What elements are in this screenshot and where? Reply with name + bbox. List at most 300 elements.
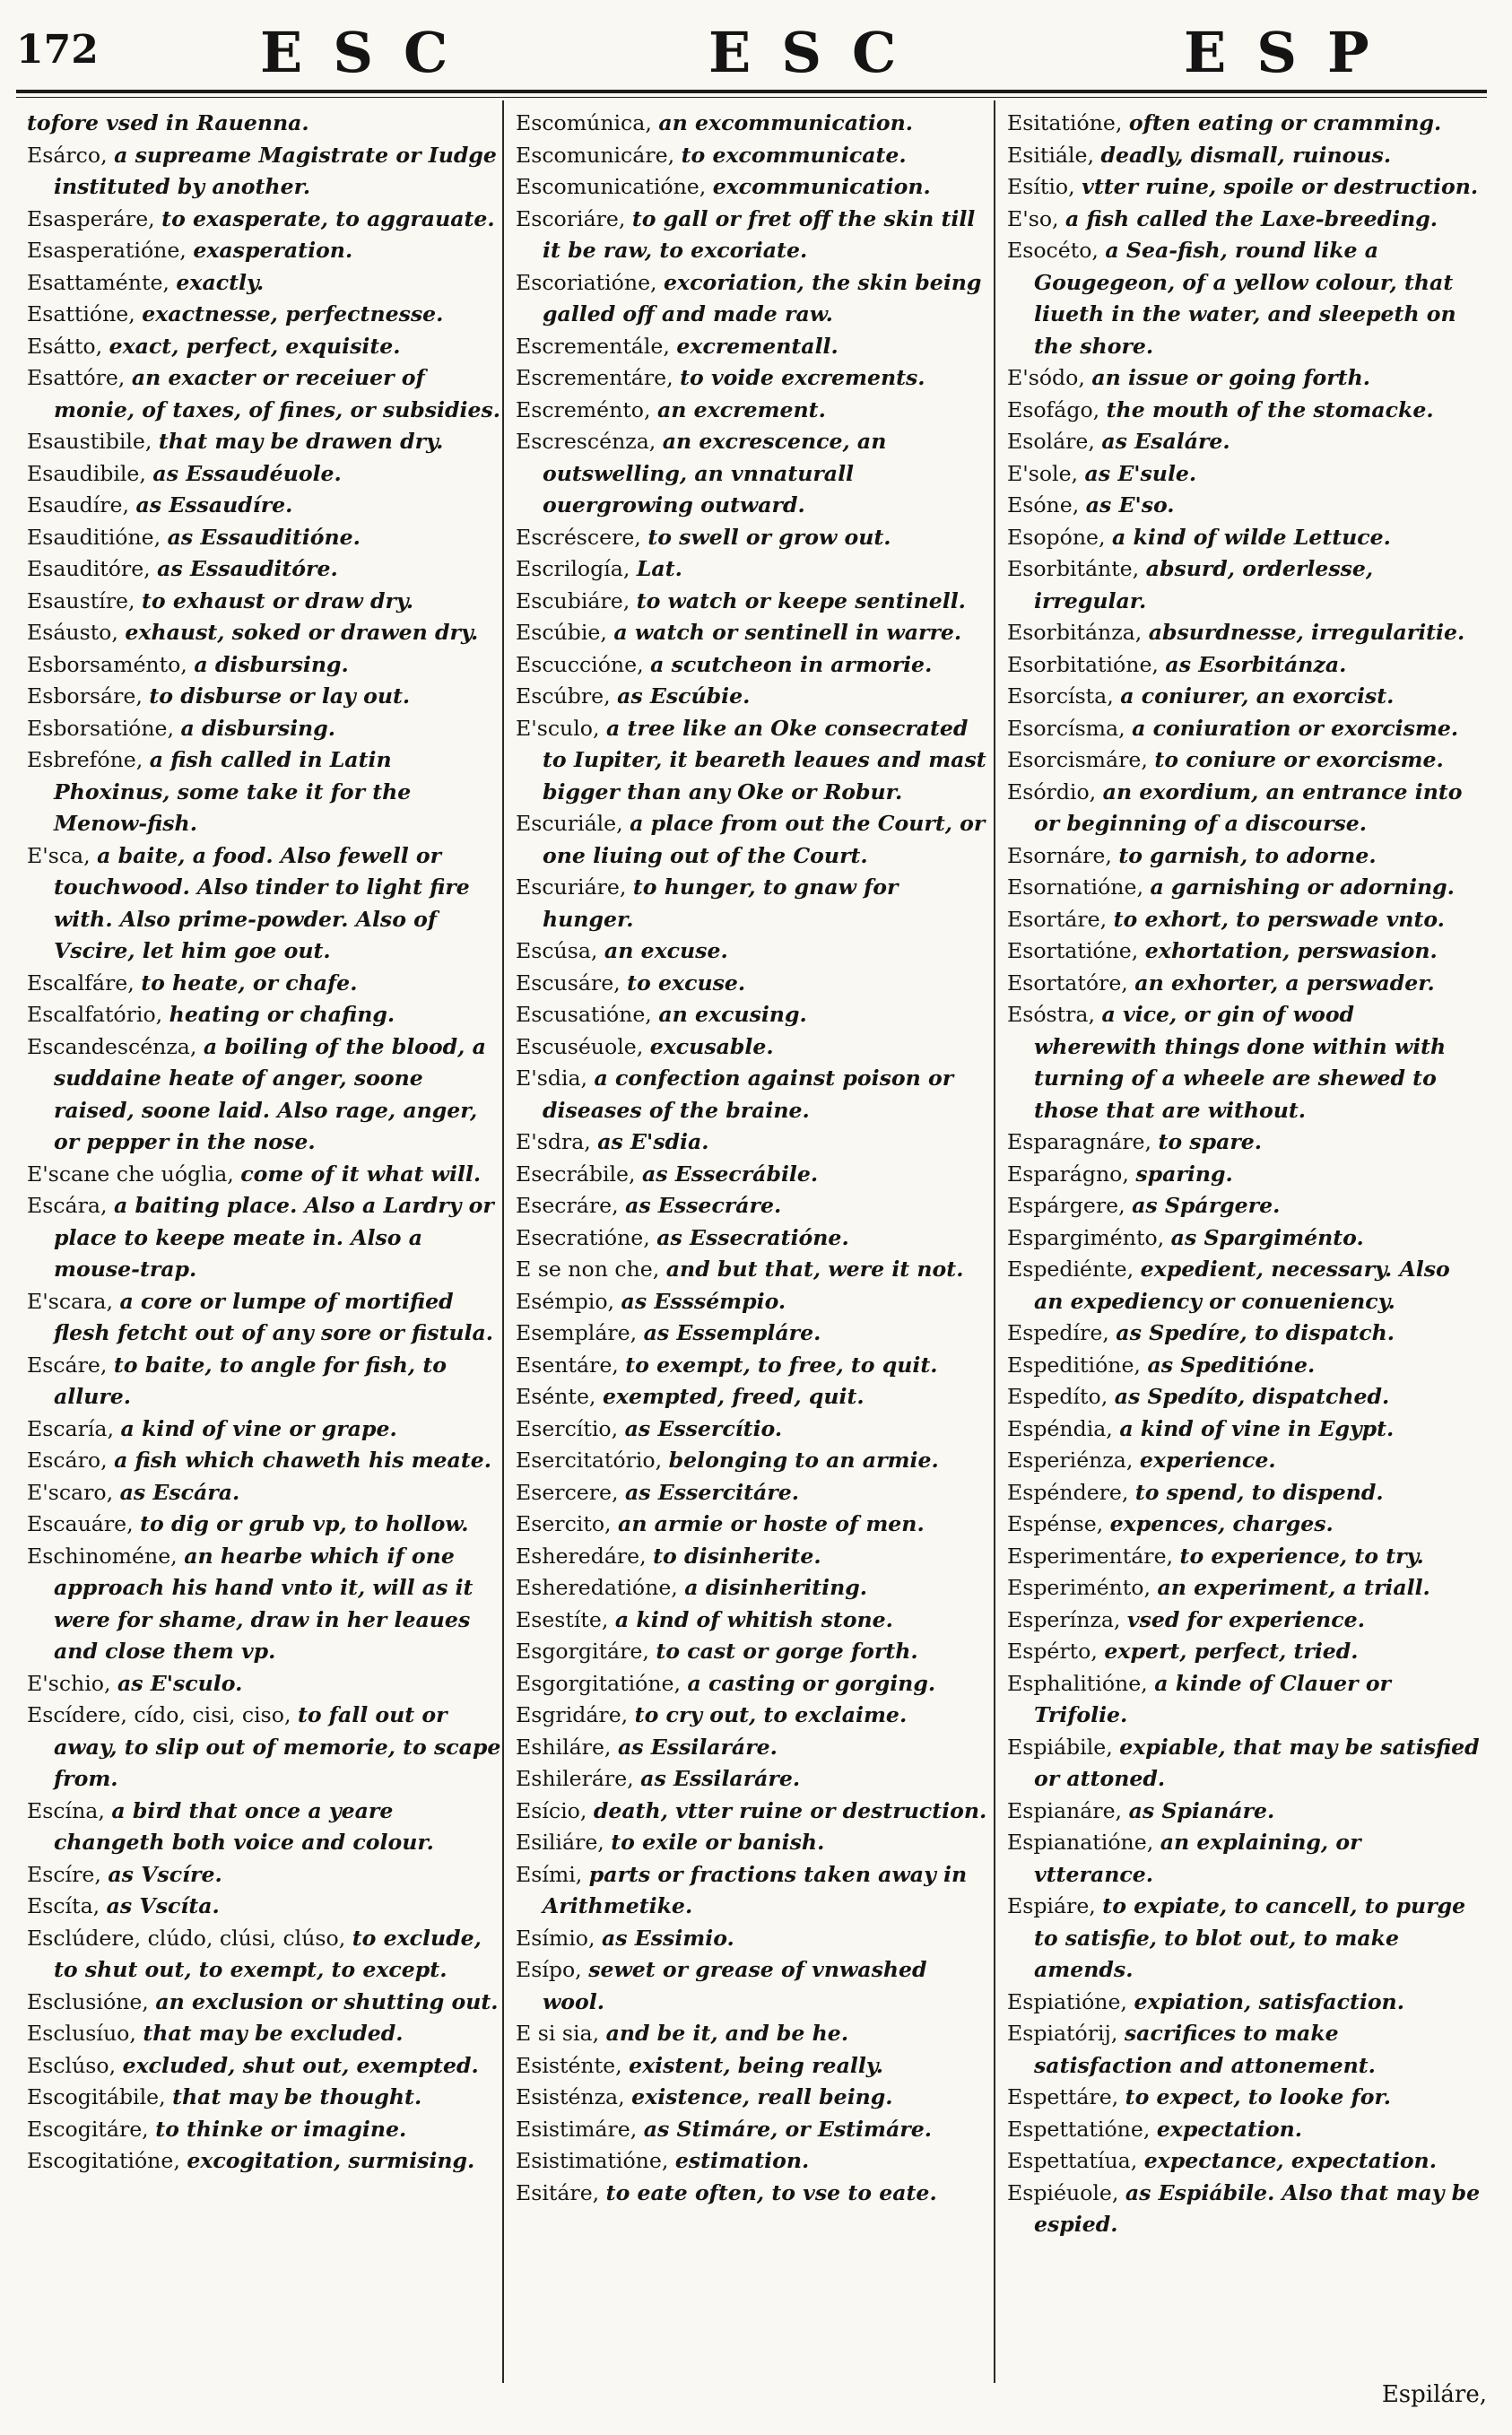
dictionary-entry	[516, 649, 991, 682]
definition: belonging to an armie.	[668, 1448, 939, 1473]
definition: to swell or grow out.	[647, 524, 891, 550]
headword: Escrilogía,	[516, 556, 630, 581]
definition: expert, perfect, tried.	[1104, 1639, 1359, 1664]
dictionary-entry	[516, 395, 991, 427]
headword: Esecratióne,	[516, 1224, 650, 1250]
definition: as Spedíre, to dispatch.	[1116, 1320, 1395, 1345]
definition: exasperation.	[193, 238, 353, 263]
definition: to thinke or imagine.	[155, 2116, 407, 2142]
headword: Esparágno,	[1007, 1161, 1129, 1187]
definition: to expect, to looke for.	[1125, 2084, 1392, 2109]
definition: as Spedíto, dispatched.	[1114, 1384, 1390, 1409]
dictionary-entry	[1007, 1891, 1482, 1987]
definition: come of it what will.	[240, 1161, 482, 1187]
dictionary-entry	[1007, 840, 1482, 873]
dictionary-entry	[1007, 2114, 1482, 2146]
dictionary-entry	[27, 1923, 502, 1987]
dictionary-entry	[27, 458, 502, 491]
definition: as E'sule.	[1084, 460, 1197, 486]
headword: Esaudíre,	[27, 492, 129, 517]
headword: Espettatíua,	[1007, 2148, 1138, 2173]
headword: Escrescénza,	[516, 429, 656, 454]
headword: Escusatióne,	[516, 1002, 652, 1027]
definition: to disburse or lay out.	[149, 683, 411, 709]
definition: a place from out the Court, or one liuing out of the Court.	[543, 811, 986, 868]
definition: an explaining, or vtterance.	[1034, 1830, 1361, 1887]
dictionary-entry	[1007, 2178, 1482, 2241]
dictionary-entry	[516, 1190, 991, 1222]
headword: E'sdra,	[516, 1129, 591, 1154]
headword: Esercere,	[516, 1479, 619, 1505]
headword: Esitáre,	[516, 2179, 600, 2205]
headword: Esáusto,	[27, 620, 118, 645]
headword: Esorbitánza,	[1007, 620, 1143, 645]
dictionary-entry	[1007, 1509, 1482, 1541]
dictionary-entry	[516, 1636, 991, 1668]
definition: sparing.	[1135, 1161, 1233, 1187]
definition: to heate, or chafe.	[141, 970, 358, 996]
headword: Escomunicatióne,	[516, 174, 707, 199]
dictionary-entry	[1007, 713, 1482, 745]
header-rule	[16, 90, 1487, 93]
dictionary-entry	[516, 204, 991, 267]
definition: absurd, orderlesse, irregular.	[1034, 556, 1374, 613]
headword: Esofágo,	[1007, 396, 1100, 422]
dictionary-entry	[516, 331, 991, 363]
headword: Escuccióne,	[516, 651, 644, 677]
headword: Esoláre,	[1007, 429, 1095, 454]
headword: Escréscere,	[516, 524, 641, 550]
dictionary-entry	[27, 1031, 502, 1159]
dictionary-entry	[27, 1668, 502, 1700]
definition: excrementall.	[676, 333, 839, 359]
headword: Esbrefóne,	[27, 747, 143, 772]
dictionary-entry	[1007, 1732, 1482, 1796]
running-head-left: ESC	[260, 20, 479, 85]
definition: as Esorbitánza.	[1165, 651, 1347, 677]
definition: to excommunicate.	[681, 142, 907, 168]
definition: an experiment, a triall.	[1157, 1575, 1430, 1600]
headword: Escoriáre,	[516, 205, 626, 231]
definition: to spare.	[1158, 1129, 1263, 1154]
headword: E'schio,	[27, 1670, 111, 1696]
headword: Espiatórij,	[1007, 2021, 1118, 2046]
dictionary-entry	[1007, 1381, 1482, 1413]
definition: to excuse.	[627, 970, 746, 996]
headword: Esício,	[516, 1797, 587, 1823]
headword: Esauditóre,	[27, 556, 151, 581]
headword: Esperiménto,	[1007, 1575, 1151, 1600]
dictionary-entry	[27, 362, 502, 426]
headword: Escomunicáre,	[516, 142, 675, 168]
headword: Esecrábile,	[516, 1161, 636, 1187]
dictionary-entry	[27, 2145, 502, 2178]
definition: a Sea-fish, round like a Gougegeon, of a yellow colour, that liueth in the water, and sleepeth on the shore.	[1034, 238, 1456, 359]
definition: a coniuration or exorcisme.	[1132, 715, 1459, 741]
headword: Espéndere,	[1007, 1479, 1129, 1505]
dictionary-entry	[1007, 235, 1482, 362]
definition: excluded, shut out, exempted.	[122, 2052, 479, 2078]
definition: a kinde of Clauer or Trifolie.	[1034, 1670, 1391, 1727]
headword: Espeditióne,	[1007, 1352, 1141, 1378]
headword: Esátto,	[27, 333, 103, 359]
definition: to coniure or exorcisme.	[1154, 747, 1444, 772]
dictionary-entry	[516, 617, 991, 649]
headword: Esclusióne,	[27, 1988, 149, 2014]
dictionary-entry	[516, 1126, 991, 1159]
definition: deadly, dismall, ruinous.	[1100, 142, 1392, 168]
headword: Esorbitánte,	[1007, 556, 1140, 581]
definition: parts or fractions taken away in Arithmetike.	[543, 1861, 968, 1918]
headword: E'scaro,	[27, 1479, 114, 1505]
headword: Esistimáre,	[516, 2116, 638, 2142]
headword: Esípo,	[516, 1957, 582, 1982]
dictionary-entry	[1007, 458, 1482, 491]
definition: a watch or sentinell in warre.	[613, 620, 962, 645]
dictionary-entry	[516, 140, 991, 172]
definition: that may be excluded.	[143, 2021, 404, 2046]
dictionary-entry	[1007, 1159, 1482, 1191]
definition: expences, charges.	[1109, 1511, 1334, 1536]
headword: Esparagnáre,	[1007, 1129, 1151, 1154]
headword: Escusáre,	[516, 970, 621, 996]
dictionary-entry	[27, 968, 502, 1000]
definition: absurdnesse, irregularitie.	[1148, 620, 1465, 645]
dictionary-entry	[1007, 1572, 1482, 1604]
definition: often eating or cramming.	[1128, 110, 1442, 135]
dictionary-entry	[27, 617, 502, 649]
dictionary-entry	[516, 968, 991, 1000]
headword: Esperínza,	[1007, 1606, 1121, 1632]
headword: Esgridáre,	[516, 1702, 629, 1727]
headword: Escogitatióne,	[27, 2148, 180, 2173]
headword: Esgorgitatióne,	[516, 1670, 682, 1696]
dictionary-entry	[516, 171, 991, 204]
definition: as Essilaráre.	[640, 1766, 801, 1791]
definition: a boiling of the blood, a suddaine heate of anger, soone raised, soone laid. Also rage, anger, or pepper in the nose.	[54, 1033, 486, 1154]
headword: Espéndia,	[1007, 1415, 1113, 1441]
definition: an exordium, an entrance into or beginning of a discourse.	[1034, 778, 1463, 836]
dictionary-entry	[27, 267, 502, 300]
definition: to garnish, to adorne.	[1118, 842, 1377, 868]
definition: a disbursing.	[194, 651, 349, 677]
headword: Esperiénza,	[1007, 1448, 1134, 1473]
dictionary-entry	[27, 586, 502, 618]
dictionary-entry	[27, 713, 502, 745]
dictionary-entry	[1007, 522, 1482, 554]
headword: Espettáre,	[1007, 2084, 1119, 2109]
definition: expedient, necessary. Also an expediency or conueniency.	[1034, 1257, 1450, 1314]
definition: exempted, freed, quit.	[602, 1384, 865, 1409]
dictionary-entry	[1007, 1604, 1482, 1637]
headword: Escaría,	[27, 1415, 115, 1441]
headword: Esborsatióne,	[27, 715, 174, 741]
dictionary-entry	[1007, 1541, 1482, 1573]
headword: Eshileráre,	[516, 1766, 634, 1791]
headword: Esattóre,	[27, 365, 126, 390]
definition: exact, perfect, exquisite.	[109, 333, 401, 359]
definition: a baite, a food. Also fewell or touchwood. Also tinder to light fire with. Also prime-powder. Also of Vscire, let him goe out.	[54, 842, 470, 963]
headword: Escára,	[27, 1193, 108, 1218]
definition: a kind of wilde Lettuce.	[1112, 524, 1391, 550]
headword: Esortatióne,	[1007, 938, 1139, 963]
headword: Esestíte,	[516, 1606, 609, 1632]
headword: Esasperáre,	[27, 205, 155, 231]
definition: as Stimáre, or Estimáre.	[643, 2116, 932, 2142]
definition: as Essecratióne.	[656, 1224, 849, 1250]
dictionary-entry	[516, 586, 991, 618]
definition: sewet or grease of vnwashed wool.	[543, 1957, 927, 2014]
definition: as Essecrábile.	[642, 1161, 819, 1187]
dictionary-entry	[516, 1859, 991, 1923]
definition: existence, reall being.	[631, 2084, 893, 2109]
headword: Escuriále,	[516, 811, 623, 836]
headword: E'sódo,	[1007, 365, 1085, 390]
dictionary-entry	[1007, 1827, 1482, 1891]
dictionary-entry	[516, 1572, 991, 1604]
dictionary-entry	[1007, 681, 1482, 713]
definition: a disinheriting.	[684, 1575, 867, 1600]
definition: as Speditióne.	[1147, 1352, 1316, 1378]
running-head-right: ESP	[1184, 20, 1400, 85]
headword: Escubiáre,	[516, 587, 630, 613]
headword: E se non che,	[516, 1257, 660, 1282]
headword: Espiáre,	[1007, 1893, 1096, 1918]
headword: Escíre,	[27, 1861, 101, 1887]
dictionary-entry	[1007, 553, 1482, 617]
definition: sacrifices to make satisfaction and attonement.	[1034, 2021, 1376, 2078]
dictionary-entry	[516, 1700, 991, 1732]
definition: an excusing.	[658, 1002, 807, 1027]
dictionary-entry	[27, 299, 502, 331]
dictionary-entry	[27, 1987, 502, 2019]
headword: Esárco,	[27, 142, 108, 168]
dictionary-entry	[27, 1190, 502, 1286]
dictionary-entry	[516, 1063, 991, 1126]
dictionary-entry	[516, 1827, 991, 1859]
headword: Esisténte,	[516, 2052, 622, 2078]
dictionary-entry	[1007, 1222, 1482, 1255]
column-divider	[502, 100, 504, 2383]
dictionary-entry	[27, 1286, 502, 1350]
definition: a bird that once a yeare changeth both voice and colour.	[54, 1797, 434, 1855]
headword: Esistimatióne,	[516, 2148, 669, 2173]
definition: to cry out, to exclaime.	[634, 1702, 908, 1727]
definition: as E'so.	[1085, 492, 1175, 517]
definition: to experience, to try.	[1179, 1543, 1424, 1569]
headword: Esheredáre,	[516, 1543, 647, 1569]
dictionary-entry	[516, 1923, 991, 1955]
dictionary-entry	[1007, 999, 1482, 1126]
headword: Esheredatióne,	[516, 1575, 678, 1600]
dictionary-entry	[27, 1350, 502, 1413]
headword: Espargiménto,	[1007, 1224, 1165, 1250]
dictionary-entry	[27, 999, 502, 1031]
dictionary-entry	[1007, 904, 1482, 936]
definition: excoriation, the skin being galled off and made raw.	[543, 269, 982, 326]
dictionary-entry	[27, 108, 502, 140]
definition: to disinherite.	[653, 1543, 821, 1569]
headword: Escogitáre,	[27, 2116, 149, 2142]
definition: expiable, that may be satisfied or attoned.	[1034, 1734, 1480, 1791]
definition: expectation.	[1156, 2116, 1302, 2142]
headword: Escauáre,	[27, 1511, 134, 1536]
definition: excommunication.	[712, 174, 931, 199]
definition: to voide excrements.	[680, 365, 925, 390]
definition: as Escára.	[119, 1479, 240, 1505]
dictionary-entry	[27, 1796, 502, 1859]
headword: Esercitatório,	[516, 1448, 663, 1473]
headword: E'so,	[1007, 205, 1059, 231]
dictionary-entry	[1007, 1126, 1482, 1159]
dictionary-entry	[516, 935, 991, 968]
dictionary-entry	[516, 1668, 991, 1700]
definition: an issue or going forth.	[1091, 365, 1370, 390]
headword: Esattaménte,	[27, 269, 169, 295]
headword: Esgorgitáre,	[516, 1639, 649, 1664]
headword: Esercítio,	[516, 1415, 619, 1441]
definition: an excuse.	[604, 938, 728, 963]
dictionary-entry	[516, 2145, 991, 2178]
dictionary-entry	[1007, 649, 1482, 682]
definition: as Essauditióne.	[167, 524, 361, 550]
dictionary-entry	[516, 2018, 991, 2050]
definition: as Vscíta.	[106, 1893, 220, 1918]
definition: death, vtter ruine or destruction.	[593, 1797, 987, 1823]
dictionary-entry	[1007, 2082, 1482, 2114]
dictionary-entry	[1007, 108, 1482, 140]
dictionary-entry	[1007, 1796, 1482, 1828]
definition: to spend, to dispend.	[1134, 1479, 1384, 1505]
dictionary-entry	[27, 649, 502, 682]
running-head-center: ESC	[708, 20, 927, 85]
definition: to exhort, to perswade vnto.	[1113, 906, 1445, 932]
definition: exhaust, soked or drawen dry.	[125, 620, 479, 645]
definition: estimation.	[674, 2148, 810, 2173]
definition: tofore vsed in Rauenna.	[27, 110, 309, 135]
dictionary-entry	[1007, 171, 1482, 204]
dictionary-entry	[27, 1477, 502, 1509]
definition: an exacter or receiuer of monie, of taxes, of fines, or subsidies.	[54, 365, 500, 422]
definition: a casting or gorging.	[687, 1670, 936, 1696]
dictionary-entry	[516, 108, 991, 140]
definition: to hunger, to gnaw for hunger.	[543, 874, 899, 932]
headword: Escreménto,	[516, 396, 651, 422]
dictionary-entry	[1007, 1987, 1482, 2019]
definition: vsed for experience.	[1126, 1606, 1365, 1632]
headword: Esaudibile,	[27, 460, 146, 486]
dictionary-entry	[516, 999, 991, 1031]
dictionary-entry	[1007, 617, 1482, 649]
definition: to baite, to angle for fish, to allure.	[54, 1352, 447, 1409]
dictionary-entry	[1007, 1318, 1482, 1350]
dictionary-entry	[516, 1286, 991, 1318]
definition: and but that, were it not.	[665, 1257, 964, 1282]
headword: E'sculo,	[516, 715, 600, 741]
headword: Esborsáre,	[27, 683, 143, 709]
definition: a tree like an Oke consecrated to Iupiter, it beareth leaues and mast bigger than any Oke or Robur.	[543, 715, 986, 804]
headword: Esitiále,	[1007, 142, 1094, 168]
definition: a scutcheon in armorie.	[650, 651, 933, 677]
definition: as Spianáre.	[1128, 1797, 1275, 1823]
definition: an exclusion or shutting out.	[155, 1988, 499, 2014]
dictionary-entry	[516, 1954, 991, 2018]
headword: Esénte,	[516, 1384, 596, 1409]
definition: exactly.	[176, 269, 265, 295]
definition: heating or chafing.	[169, 1002, 395, 1027]
definition: a confection against poison or diseases of the braine.	[543, 1065, 954, 1123]
dictionary-entry	[27, 553, 502, 586]
definition: an armie or hoste of men.	[618, 1511, 925, 1536]
headword: Escogitábile,	[27, 2084, 166, 2109]
dictionary-entry	[516, 713, 991, 809]
definition: as Escúbie.	[617, 683, 751, 709]
dictionary-entry	[516, 2050, 991, 2083]
headword: Esclúso,	[27, 2052, 117, 2078]
dictionary-entry	[1007, 968, 1482, 1000]
header-rule-thin	[16, 97, 1487, 98]
dictionary-entry	[1007, 1477, 1482, 1509]
dictionary-entry	[516, 1031, 991, 1064]
dictionary-entry	[516, 1445, 991, 1477]
definition: as E'sculo.	[117, 1670, 243, 1696]
headword: Esóstra,	[1007, 1002, 1095, 1027]
dictionary-entry	[1007, 2018, 1482, 2082]
dictionary-entry	[516, 1763, 991, 1796]
dictionary-entry	[27, 1859, 502, 1891]
headword: Escuriáre,	[516, 874, 627, 900]
headword: Escoriatióne,	[516, 269, 657, 295]
headword: Esítio,	[1007, 174, 1075, 199]
dictionary-entry	[1007, 744, 1482, 777]
definition: as Spargiménto.	[1170, 1224, 1364, 1250]
dictionary-entry	[1007, 140, 1482, 172]
dictionary-entry	[516, 1381, 991, 1413]
headword: Escalfatório,	[27, 1002, 163, 1027]
definition: to watch or keepe sentinell.	[636, 587, 966, 613]
dictionary-entry	[27, 840, 502, 968]
headword: E'sdia,	[516, 1065, 588, 1091]
dictionary-entry	[27, 1413, 502, 1446]
definition: to expiate, to cancell, to purge to satisfie, to blot out, to make amends.	[1034, 1893, 1466, 1982]
definition: an excommunication.	[658, 110, 913, 135]
headword: Esémpio,	[516, 1288, 615, 1314]
dictionary-entry	[27, 522, 502, 554]
headword: Eschinoméne,	[27, 1543, 178, 1569]
headword: Esasperatióne,	[27, 238, 187, 263]
definition: to gall or fret off the skin till it be raw, to excoriate.	[543, 205, 976, 263]
dictionary-entry	[27, 426, 502, 458]
dictionary-entry	[516, 362, 991, 395]
headword: Espianáre,	[1007, 1797, 1123, 1823]
headword: Escúsa,	[516, 938, 598, 963]
definition: exhortation, perswasion.	[1144, 938, 1438, 963]
headword: Esaustíre,	[27, 587, 135, 613]
dictionary-entry	[516, 1509, 991, 1541]
headword: E'sca,	[27, 842, 91, 868]
headword: Esperimentáre,	[1007, 1543, 1174, 1569]
definition: a coniurer, an exorcist.	[1120, 683, 1395, 709]
dictionary-entry	[27, 2114, 502, 2146]
headword: Espénse,	[1007, 1511, 1104, 1536]
dictionary-entry	[27, 1159, 502, 1191]
definition: experience.	[1139, 1448, 1276, 1473]
definition: as Essilaráre.	[617, 1734, 778, 1760]
headword: Esecráre,	[516, 1193, 619, 1218]
definition: an excrement.	[657, 396, 826, 422]
dictionary-entry	[1007, 395, 1482, 427]
definition: to fall out or away, to slip out of memorie, to scape from.	[54, 1702, 501, 1791]
